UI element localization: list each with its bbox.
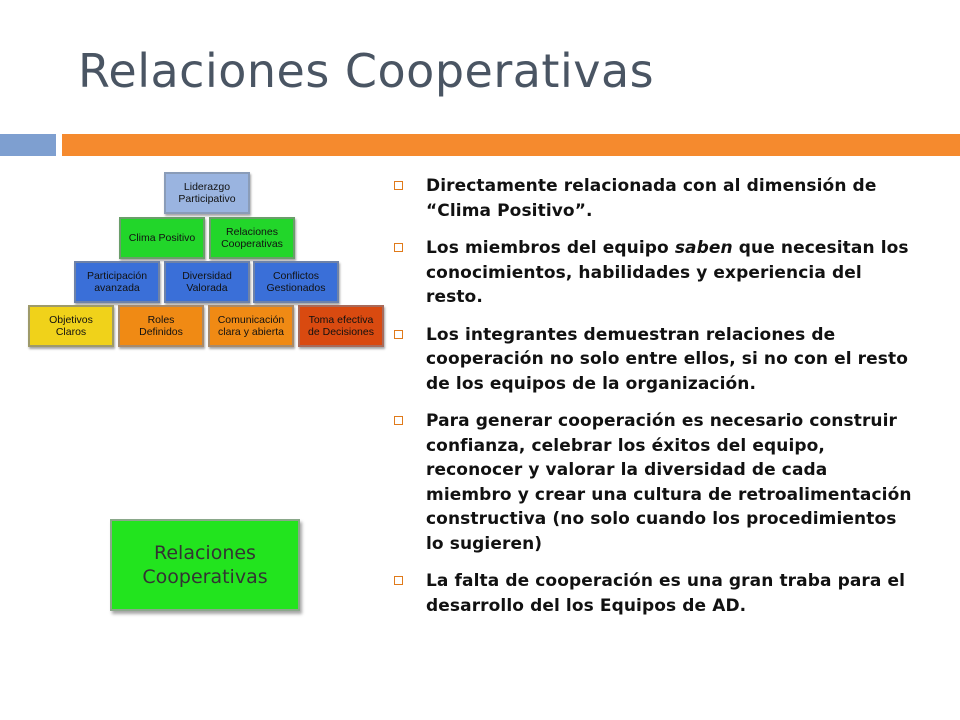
pyramid-box-label: Comunicación clara y abierta (217, 313, 285, 338)
pyramid-box-label: Conflictos Gestionados (266, 269, 326, 294)
bullet-text: que necesitan los conocimientos, habilidades y experiencia del resto. (426, 238, 909, 307)
bullet-text: Los miembros del equipo (426, 238, 675, 258)
bullet-text-italic: saben (674, 238, 733, 258)
pyramid-box-participacion (74, 261, 160, 303)
pyramid-box-diversidad (164, 261, 250, 303)
bullet-item (388, 236, 918, 310)
bullet-text: La falta de cooperación es una gran traba para el desarrollo del los Equipos de AD. (426, 571, 906, 616)
highlight-card (110, 519, 300, 611)
bullet-text: Para generar cooperación es necesario construir confianza, celebrar los éxitos del equipo, reconocer y valorar la diversidad de cada miembro y crear una cultura de retroalimentación constructiva (no solo cuando los procedimientos lo sugieren) (426, 411, 912, 554)
pyramid-box-label: Clima Positivo (128, 231, 196, 244)
pyramid-box-label: Toma efectiva de Decisiones (308, 313, 374, 338)
square-bullet-icon (394, 330, 403, 339)
bullet-item (388, 323, 918, 397)
pyramid-box-comunicacion (208, 305, 294, 347)
bullet-item (388, 569, 918, 618)
pyramid-box-clima-positivo (119, 217, 205, 259)
accent-bar-orange (62, 134, 960, 156)
square-bullet-icon (394, 181, 403, 190)
pyramid-box-label: Objetivos Claros (49, 313, 93, 338)
bullet-item (388, 174, 918, 223)
square-bullet-icon (394, 576, 403, 585)
pyramid-box-relaciones (209, 217, 295, 259)
pyramid-box-label: Participación avanzada (86, 269, 148, 294)
bullet-list (388, 174, 918, 631)
pyramid-box-liderazgo (164, 172, 250, 214)
bullet-text: Los integrantes demuestran relaciones de cooperación no solo entre ellos, si no con el resto de los equipos de la organización. (426, 324, 909, 394)
pyramid-box-toma-decisiones (298, 305, 384, 347)
pyramid-box-roles (118, 305, 204, 347)
square-bullet-icon (394, 416, 403, 425)
highlight-card-label: Relaciones Cooperativas (142, 542, 268, 588)
bullet-item (388, 409, 918, 556)
pyramid-box-conflictos (253, 261, 339, 303)
pyramid-box-objetivos (28, 305, 114, 347)
pyramid-box-label: Roles Definidos (139, 313, 183, 338)
bullet-text: Directamente relacionada con al dimensión de “Clima Positivo”. (426, 176, 877, 221)
pyramid-box-label: Relaciones Cooperativas (221, 225, 283, 250)
slide-title: Relaciones Cooperativas (78, 44, 655, 98)
square-bullet-icon (394, 243, 403, 252)
pyramid-box-label: Liderazgo Participativo (178, 180, 236, 205)
pyramid-box-label: Diversidad Valorada (182, 269, 232, 294)
accent-bar-blue (0, 134, 56, 156)
